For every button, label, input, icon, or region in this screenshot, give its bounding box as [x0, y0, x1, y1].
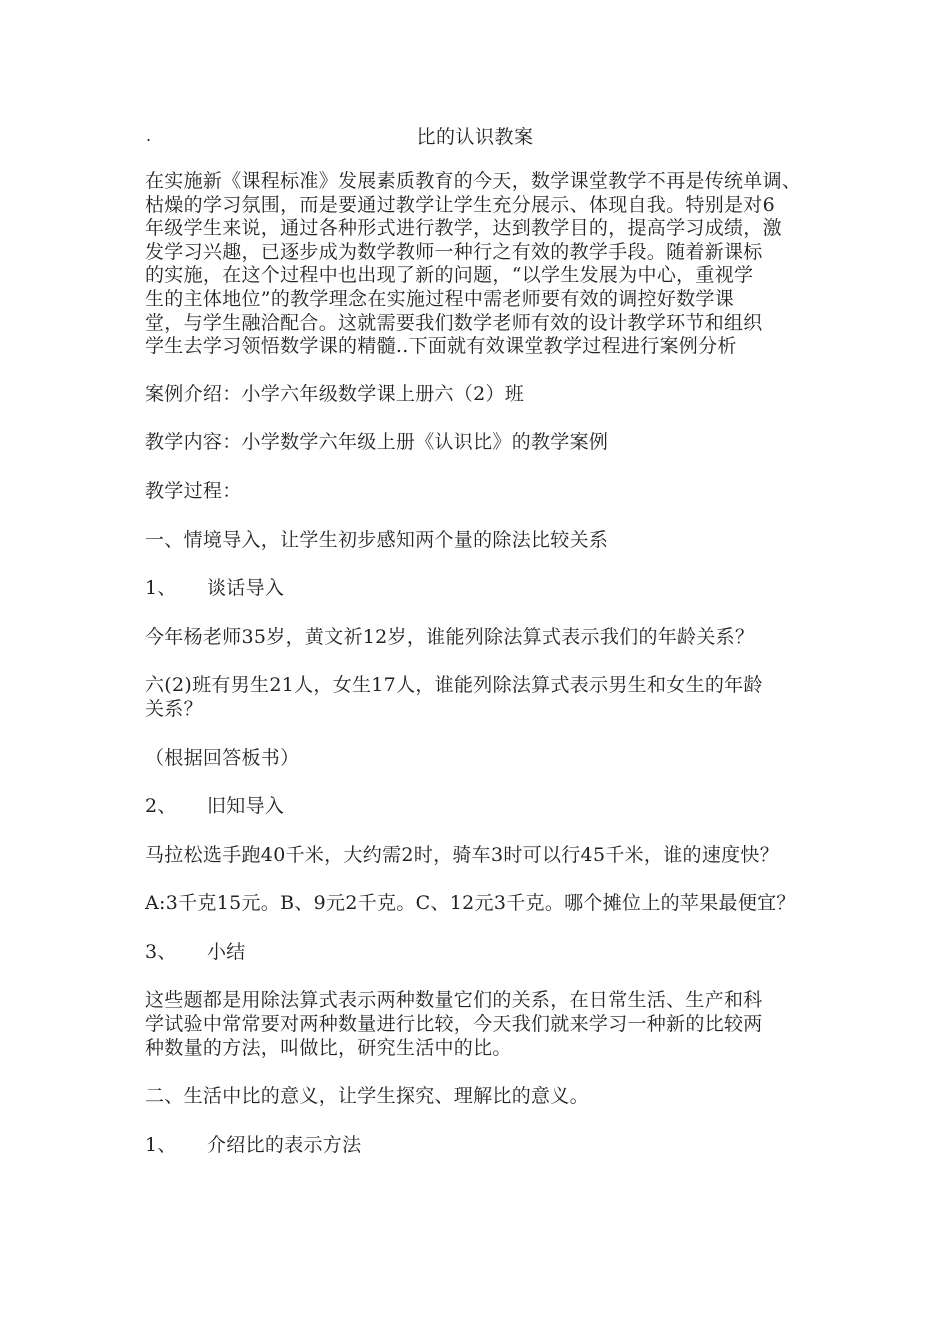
question-age: 今年杨老师35岁，黄文祈12岁，谁能列除法算式表示我们的年龄关系？: [145, 625, 755, 648]
step-heading: [145, 795, 831, 819]
step-label: 旧知导入: [207, 795, 285, 818]
question-line: 关系？: [145, 697, 203, 720]
step-heading: [145, 941, 831, 965]
header-dot: .: [146, 126, 152, 145]
summary-line: 种数量的方法，叫做比，研究生活中的比。: [145, 1036, 512, 1059]
step-label: 小结: [207, 940, 246, 963]
intro-line: 堂，与学生融洽配合。这就需要我们数学老师有效的设计教学环节和组织: [145, 311, 763, 334]
summary-line: 这些题都是用除法算式表示两种数量它们的关系，在日常生活、生产和科: [145, 989, 763, 1012]
intro-paragraph: [145, 170, 831, 359]
intro-line: 年级学生来说，通过各种形式进行教学，达到教学目的，提高学习成绩，激: [145, 217, 782, 240]
step-label: 谈话导入: [207, 577, 285, 600]
question-apple: A:3千克15元。B、9元2千克。C、12元3千克。哪个摊位上的苹果最便宜？: [145, 892, 796, 915]
question-line: 六(2)班有男生21人，女生17人，谁能列除法算式表示男生和女生的年龄: [145, 674, 763, 697]
section-heading-2: 二、生活中比的意义，让学生探究、理解比的意义。: [145, 1085, 589, 1108]
question-speed: 马拉松选手跑40千米，大约需2时，骑车3时可以行45千米，谁的速度快？: [145, 843, 780, 866]
step-heading: [145, 1134, 831, 1158]
intro-line: 枯燥的学习氛围，而是要通过教学让学生充分展示、体现自我。特别是对6: [145, 193, 775, 216]
teaching-content: 教学内容：小学数学六年级上册《认识比》的教学案例: [145, 431, 609, 454]
board-note: （根据回答板书）: [145, 746, 300, 769]
step-number: 1、: [145, 1133, 177, 1156]
document-body: [145, 170, 831, 1157]
summary-paragraph: [145, 989, 831, 1060]
step-number: 2、: [145, 795, 177, 818]
intro-line: 发学习兴趣，已逐步成为数学教师一种行之有效的教学手段。随着新课标: [145, 240, 763, 263]
intro-line: 的实施，在这个过程中也出现了新的问题，“以学生发展为中心，重视学: [145, 264, 754, 287]
document-title: 比的认识教案: [416, 126, 534, 148]
step-heading: [145, 577, 831, 601]
step-label: 介绍比的表示方法: [207, 1133, 362, 1156]
intro-line: 在实施新《课程标准》发展素质教育的今天，数学课堂教学不再是传统单调、: [145, 170, 802, 192]
intro-line: 生的主体地位”的教学理念在实施过程中需老师要有效的调控好数学课: [145, 287, 735, 310]
section-heading-1: 一、情境导入，让学生初步感知两个量的除法比较关系: [145, 528, 609, 551]
step-number: 1、: [145, 577, 177, 600]
process-label: 教学过程：: [145, 479, 242, 502]
step-number: 3、: [145, 940, 177, 963]
case-intro: 案例介绍：小学六年级数学课上册六（2）班: [145, 382, 525, 405]
summary-line: 学试验中常常要对两种数量进行比较，今天我们就来学习一种新的比较两: [145, 1013, 763, 1036]
question-class: [145, 674, 831, 721]
intro-line: 学生去学习领悟数学课的精髓..下面就有效课堂教学过程进行案例分析: [145, 335, 737, 358]
